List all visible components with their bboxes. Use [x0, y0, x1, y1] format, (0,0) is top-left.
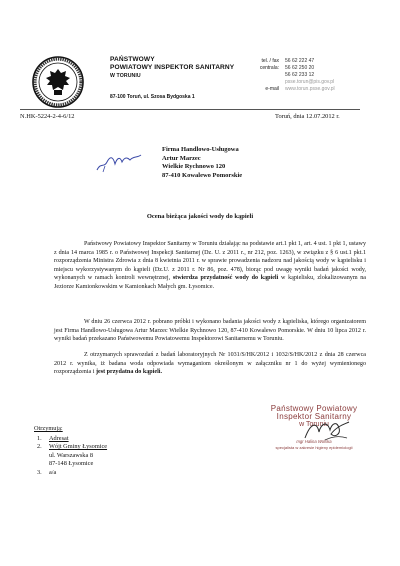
distribution-list — [34, 425, 107, 478]
contact-value-website[interactable]: www.torun.psse.gov.pl — [285, 86, 335, 92]
contact-label-central: centrala: — [259, 65, 279, 71]
office-name-line1: PAŃSTWOWY — [110, 56, 155, 63]
paragraph-3-bold: jest przydatna do kąpieli. — [95, 369, 162, 376]
distribution-item — [34, 435, 107, 444]
office-name — [110, 56, 234, 80]
distribution-item — [34, 469, 107, 478]
place-date: Toruń, dnia 12.07.2012 r. — [275, 113, 340, 120]
distribution-item-text: ul. Warszawska 8 — [49, 451, 93, 459]
eagle-emblem-seal — [32, 56, 84, 108]
distribution-item-text: Adresat — [49, 434, 69, 442]
contact-label-blank — [253, 72, 279, 79]
recipient-line: Wielkie Rychnowo 120 — [162, 163, 226, 171]
recipient-address — [162, 146, 242, 181]
contact-value-fax: 56 62 222 47 — [285, 58, 315, 64]
handwritten-initials — [95, 150, 147, 174]
stamp-line5: specjalista w zakresie higieny epidemiologii — [275, 445, 353, 450]
contact-value-phone: 56 62 233 12 — [285, 72, 315, 78]
office-name-line3: W TORUNIU — [110, 73, 141, 79]
recipient-line: Artur Marzec — [162, 154, 201, 162]
stamp-line1: Państwowy Powiatowy — [270, 404, 358, 413]
paragraph-1 — [54, 240, 366, 291]
distribution-item-text: Wójt Gminy Łysomice — [49, 443, 108, 451]
paragraph-1-tail: w kąpielisku, zlokalizowanym na Jeziorze Kamionkowskim w Kamionkach Małych gm. Łysomice. — [54, 275, 367, 290]
contact-label-phone: tel. / fax — [261, 58, 279, 64]
distribution-item-number: 1. — [37, 434, 42, 442]
contact-label-blank — [253, 79, 279, 86]
contact-label-email: e-mail — [265, 86, 279, 92]
letterhead-divider — [20, 109, 360, 110]
paragraph-1-bold: stwierdza przydatność wody do kąpieli — [172, 275, 279, 282]
contact-labels — [253, 58, 279, 93]
distribution-header: Otrzymują: — [34, 425, 63, 432]
reference-number: N.HK-5224-2-4-6/12 — [20, 113, 75, 120]
paragraph-2: W dniu 26 czerwca 2012 r. pobrano próbki i wykonano badania jakości wody z kąpieliska, którego organizatorem jest Firma Handlowo-Usługowa Artur Marzec Wielkie Rychnowo 120, 87-410 Kowalewo Pomorskie. W dniu 10 lipca 2012 r. wyniki badań przekazano Państwowemu Powiatowemu Inspektorowi Sanitarnemu w Toruniu. — [54, 319, 366, 343]
stamp-line4: mgr Halina Wolska — [296, 439, 332, 444]
paragraph-3-text: Z otrzymanych sprawozdań z badań laboratoryjnych Nr 1031/S/HK/2012 i 1032/S/HK/2012 z dnia 28 czerwca 2012 r. wynika, iż badana woda odpowiada wymaganiom określonym w załączniku nr 1 do wyżej wymienionego rozporządzenia i — [54, 352, 366, 376]
office-name-line2: POWIATOWY INSPEKTOR SANITARNY — [110, 64, 235, 71]
recipient-line: Firma Handlowo-Usługowa — [162, 146, 239, 153]
contact-values — [285, 58, 335, 93]
official-stamp — [255, 404, 373, 464]
recipient-line: 87-410 Kowalewo Pomorskie — [162, 172, 243, 180]
stamp-line2: Inspektor Sanitarny — [276, 412, 352, 421]
distribution-item-text: a/a — [49, 468, 57, 476]
paragraph-1-text: Państwowy Powiatowy Inspektor Sanitarny w Toruniu działając na podstawie art.1 pkt 1, art. 4 ust. 1 pkt 1, ustawy z dnia 14 marca 1985 r. o Państwowej Inspekcji Sanitarnej (Dz. U. z 2011 r., nr 212, poz. 1263), w związku z § 6 ust.1 pkt.1 rozporządzenia Ministra Zdrowia z dnia 8 kwietnia 2011 r. w sprawie prowadzenia nadzoru nad jakością wody w kąpielisku i miejscu wykorzystywanym do kąpieli (Dz.U. z 2011 r. Nr 86, poz. 478), biorąc pod uwagę wyniki badań jakości wody, wykonanych w ramach kontroli wewnętrznej, — [54, 241, 366, 282]
distribution-item-number: 2. — [37, 443, 42, 451]
paragraph-3 — [54, 351, 366, 377]
office-address: 87-100 Toruń, ul. Szosa Bydgoska 1 — [110, 94, 195, 100]
stamp-line3: w Toruniu — [299, 421, 329, 428]
handwritten-signature — [275, 418, 365, 444]
contact-value-central: 56 62 250 20 — [285, 65, 315, 71]
contact-value-email[interactable]: psse.torun@pis.gov.pl — [285, 79, 335, 85]
distribution-item-number: 3. — [37, 468, 42, 476]
distribution-item-text: 87-148 Łysomice — [49, 460, 94, 468]
document-subject: Ocena bieżąca jakości wody do kąpieli — [146, 213, 254, 220]
distribution-item — [34, 443, 107, 469]
